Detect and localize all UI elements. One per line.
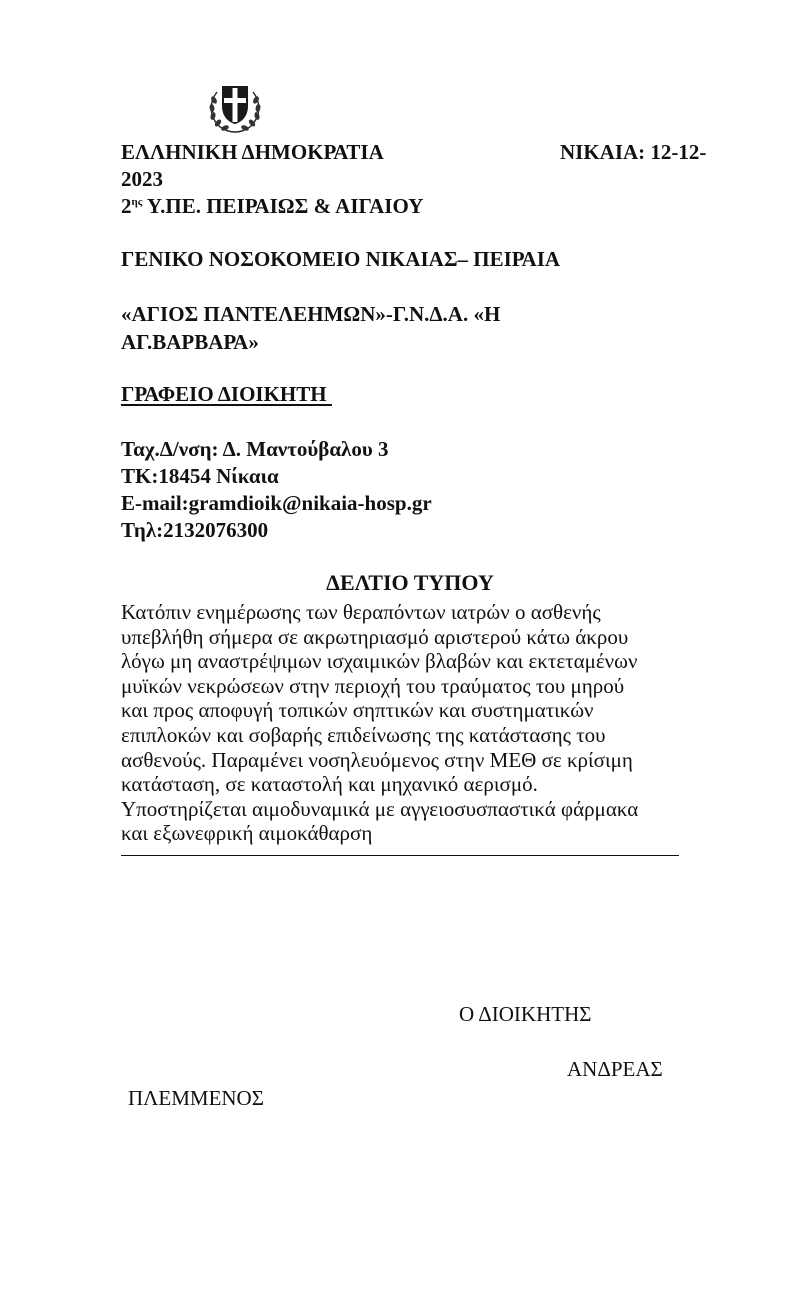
- body-underline-rule: [121, 855, 679, 856]
- place-date-year: 2023: [121, 167, 163, 191]
- health-region-name: Υ.ΠΕ. ΠΕΙΡΑΙΩΣ & ΑΙΓΑΙΟΥ: [142, 194, 424, 218]
- greek-coat-of-arms-icon: [205, 76, 265, 136]
- press-release-title: ΔΕΛΤΙΟ ΤΥΠΟΥ: [326, 570, 494, 595]
- hospital-name-line2: ΑΓ.ΒΑΡΒΑΡΑ»: [121, 330, 259, 354]
- body-line: λόγω μη αναστρέψιμων ισχαιμικών βλαβών και εκτεταμένων: [121, 649, 638, 674]
- signature-role: Ο ΔΙΟΙΚΗΤΗΣ: [459, 1002, 592, 1026]
- signature-last-name: ΠΛΕΜΜΕΝΟΣ: [128, 1086, 264, 1110]
- contact-address: Ταχ.Δ/νση: Δ. Μαντούβαλου 3: [121, 437, 389, 461]
- contact-email: E-mail:gramdioik@nikaia-hosp.gr: [121, 491, 432, 515]
- place-date: ΝΙΚΑΙΑ: 12-12-: [560, 140, 707, 164]
- body-line: επιπλοκών και σοβαρής επιδείνωσης της κατάστασης του: [121, 722, 606, 747]
- health-region: [121, 192, 423, 220]
- office-title: ΓΡΑΦΕΙΟ ΔΙΟΙΚΗΤΗ: [121, 382, 332, 406]
- body-line: και εξωνεφρική αιμοκάθαρση: [121, 821, 373, 846]
- press-release-body: [121, 600, 691, 846]
- body-line: Υποστηρίζεται αιμοδυναμικά με αγγειοσυσπαστικά φάρμακα: [121, 796, 639, 821]
- country-name: ΕΛΛΗΝΙΚΗ ΔΗΜΟΚΡΑΤΙΑ: [121, 140, 384, 164]
- body-line: Κατόπιν ενημέρωσης των θεραπόντων ιατρών ο ασθενής: [121, 600, 601, 624]
- hospital-name-line1: «ΑΓΙΟΣ ΠΑΝΤΕΛΕΗΜΩΝ»-Γ.Ν.Δ.Α. «Η: [121, 302, 501, 326]
- hospital-title: ΓΕΝΙΚΟ ΝΟΣΟΚΟΜΕΙΟ ΝΙΚΑΙΑΣ– ΠΕΙΡΑΙΑ: [121, 247, 561, 271]
- body-line: μυϊκών νεκρώσεων στην περιοχή του τραύματος του μηρού: [121, 673, 625, 698]
- health-region-ordinal: ης: [131, 196, 143, 208]
- body-line: ασθενούς. Παραμένει νοσηλευόμενος στην ΜΕΘ σε κρίσιμη: [121, 747, 633, 772]
- contact-phone: Τηλ:2132076300: [121, 518, 269, 542]
- signature-first-name: ΑΝΔΡΕΑΣ: [567, 1057, 663, 1081]
- contact-postal: ΤΚ:18454 Νίκαια: [121, 464, 279, 488]
- body-line: κατάσταση, σε καταστολή και μηχανικό αερισμό.: [121, 772, 538, 797]
- press-release-heading: [0, 570, 800, 596]
- health-region-number: 2: [121, 194, 132, 218]
- body-line: υπεβλήθη σήμερα σε ακρωτηριασμό αριστερού κάτω άκρου: [121, 624, 629, 649]
- body-line: και προς αποφυγή τοπικών σηπτικών και συστηματικών: [121, 698, 594, 723]
